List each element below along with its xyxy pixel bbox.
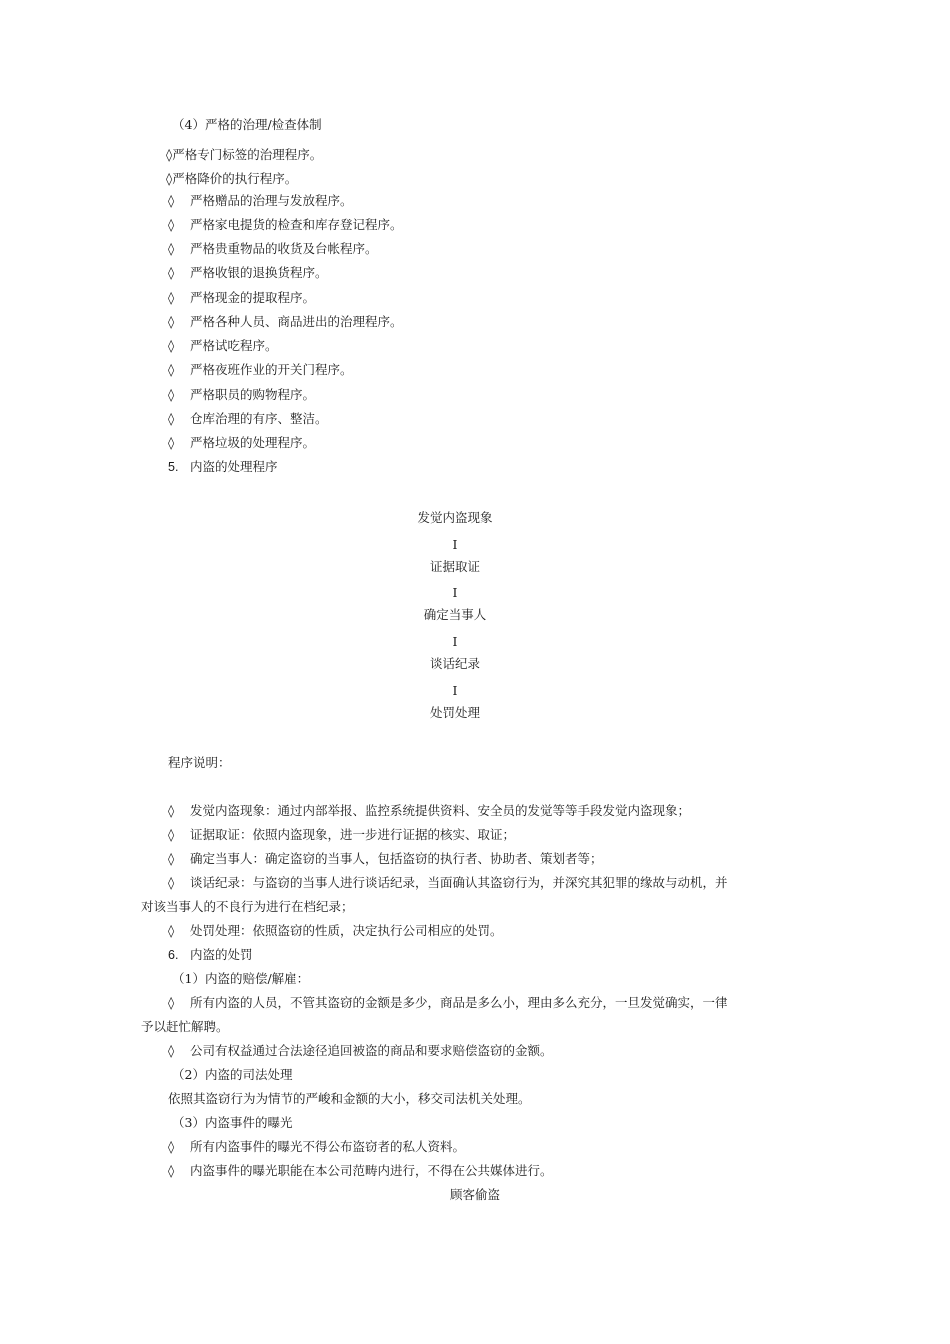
list-item: ◊ 严格贵重物品的收货及台帐程序。 — [168, 241, 378, 256]
diamond-bullet-icon: ◊ — [168, 387, 175, 402]
list-item: ◊ 所有内盗事件的曝光不得公布盗窃者的私人资料。 — [168, 1139, 466, 1154]
diamond-bullet-icon: ◊ — [168, 1163, 175, 1178]
list-item: ◊ 严格赠品的治理与发放程序。 — [168, 193, 353, 208]
diamond-bullet-icon: ◊ — [168, 362, 175, 377]
list-item: ◊ 严格试吃程序。 — [168, 338, 278, 353]
diamond-bullet-icon: ◊ — [168, 851, 175, 866]
list-item: ◊ 严格夜班作业的开关门程序。 — [168, 362, 353, 377]
flow-step: 证据取证 — [429, 559, 480, 574]
section-6-heading: 6. 内盗的处罚 — [168, 947, 253, 962]
list-item: ◊ 仓库治理的有序、整洁。 — [168, 411, 328, 426]
list-item: ◊ 严格收银的退换货程序。 — [168, 265, 328, 280]
list-item-continuation: 对该当事人的不良行为进行在档纪录； — [141, 899, 354, 914]
subsection-1-heading: （1）内盗的赔偿/解雇： — [172, 971, 310, 986]
diamond-bullet-icon: ◊ — [168, 995, 175, 1010]
subsection-3-heading: （3）内盗事件的曝光 — [172, 1115, 293, 1130]
next-section-heading: 顾客偷盗 — [449, 1187, 500, 1202]
list-item: ◊ 处罚处理：依照盗窃的性质，决定执行公司相应的处罚。 — [168, 923, 503, 938]
list-item: ◊ 严格现金的提取程序。 — [168, 290, 316, 305]
diamond-bullet-icon: ◊ — [168, 217, 175, 232]
diamond-bullet-icon: ◊ — [168, 241, 175, 256]
diamond-bullet-icon: ◊ — [168, 1043, 175, 1058]
list-item: ◊ 内盗事件的曝光职能在本公司范畴内进行，不得在公共媒体进行。 — [168, 1163, 553, 1178]
diamond-bullet-icon: ◊ — [168, 1139, 175, 1154]
flow-connector: I — [452, 537, 458, 552]
list-item: ◊ 确定当事人：确定盗窃的当事人，包括盗窃的执行者、协助者、策划者等； — [168, 851, 603, 866]
diamond-bullet-icon: ◊ — [168, 411, 175, 426]
list-item: ◊ 所有内盗的人员，不管其盗窃的金额是多少，商品是多么小，理由多么充分，一旦发觉确实，一律 — [168, 995, 728, 1010]
flow-step: 处罚处理 — [429, 705, 480, 720]
flow-connector: I — [452, 634, 458, 649]
flow-step: 发觉内盗现象 — [417, 510, 493, 525]
list-item: ◊严格专门标签的治理程序。 — [166, 147, 323, 162]
list-item: ◊ 严格各种人员、商品进出的治理程序。 — [168, 314, 403, 329]
diamond-bullet-icon: ◊ — [166, 171, 173, 186]
list-item-continuation: 予以赶忙解聘。 — [141, 1019, 229, 1034]
list-item: ◊严格降价的执行程序。 — [166, 171, 298, 186]
list-item: ◊ 公司有权益通过合法途径追回被盗的商品和要求赔偿盗窃的金额。 — [168, 1043, 553, 1058]
diamond-bullet-icon: ◊ — [168, 314, 175, 329]
list-item: ◊ 谈话纪录：与盗窃的当事人进行谈话纪录，当面确认其盗窃行为，并深究其犯罪的缘故与动机，并 — [168, 875, 728, 890]
diamond-bullet-icon: ◊ — [168, 923, 175, 938]
diamond-bullet-icon: ◊ — [168, 193, 175, 208]
diamond-bullet-icon: ◊ — [166, 147, 173, 162]
list-item: ◊ 严格职员的购物程序。 — [168, 387, 316, 402]
diamond-bullet-icon: ◊ — [168, 803, 175, 818]
flow-step: 谈话纪录 — [429, 656, 480, 671]
diamond-bullet-icon: ◊ — [168, 827, 175, 842]
subsection-2-heading: （2）内盗的司法处理 — [172, 1067, 293, 1082]
list-item: ◊ 证据取证：依照内盗现象，进一步进行证据的核实、取证； — [168, 827, 516, 842]
flow-step: 确定当事人 — [423, 607, 487, 622]
section-4-heading: （4）严格的治理/检查体制 — [172, 117, 322, 132]
flow-connector: I — [452, 683, 458, 698]
flow-connector: I — [452, 585, 458, 600]
diamond-bullet-icon: ◊ — [168, 290, 175, 305]
explain-heading: 程序说明： — [168, 755, 231, 770]
list-item: ◊ 严格垃圾的处理程序。 — [168, 435, 316, 450]
list-item: ◊ 严格家电提货的检查和库存登记程序。 — [168, 217, 403, 232]
paragraph: 依照其盗窃行为为情节的严峻和金额的大小，移交司法机关处理。 — [168, 1091, 531, 1106]
diamond-bullet-icon: ◊ — [168, 338, 175, 353]
list-item: ◊ 发觉内盗现象：通过内部举报、监控系统提供资料、安全员的发觉等等手段发觉内盗现象； — [168, 803, 691, 818]
diamond-bullet-icon: ◊ — [168, 875, 175, 890]
diamond-bullet-icon: ◊ — [168, 265, 175, 280]
section-5-heading: 5. 内盗的处理程序 — [168, 459, 278, 474]
diamond-bullet-icon: ◊ — [168, 435, 175, 450]
